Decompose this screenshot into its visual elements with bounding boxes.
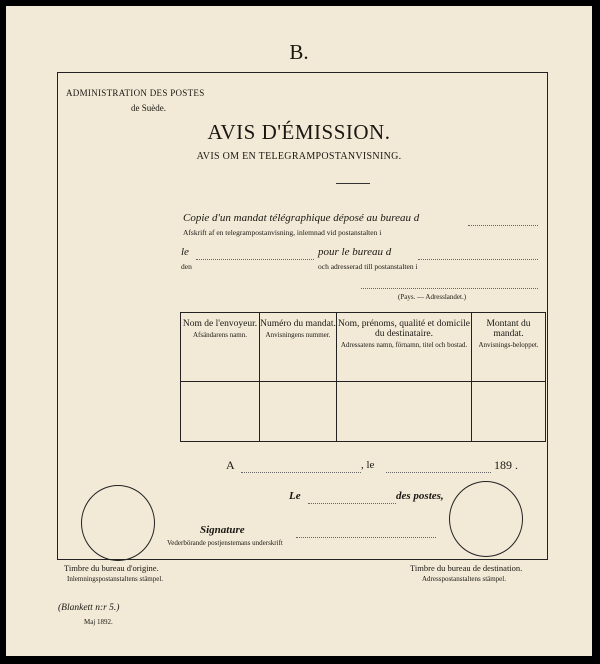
- title-divider: [336, 183, 370, 184]
- col-header-amount: [472, 313, 546, 382]
- timbre-dest-fr: Timbre du bureau de destination.: [410, 563, 523, 573]
- bureau-destination-field[interactable]: [418, 259, 538, 260]
- den-label: den: [181, 262, 192, 271]
- signature-field[interactable]: [296, 537, 436, 538]
- col-header-recipient: [337, 313, 472, 382]
- deposit-date-field[interactable]: [196, 259, 314, 260]
- date-a-label: A: [226, 458, 235, 472]
- admin-line-2: de Suède.: [131, 103, 166, 113]
- blankett-number: (Blankett n:r 5.): [58, 603, 120, 613]
- le-label: le: [181, 246, 189, 258]
- timbre-dest-sv: Adresspostanstaltens stämpel.: [422, 575, 506, 583]
- pays-label: (Pays. — Adresslandet.): [398, 293, 467, 301]
- col-header-sv: Afsändarens namn.: [192, 331, 248, 339]
- form-subtitle: AVIS OM EN TELEGRAMPOSTANVISNING.: [196, 151, 402, 162]
- recipient-cell[interactable]: [337, 382, 472, 442]
- timbre-origin-sv: Inlemningspostanstaltens stämpel.: [67, 575, 164, 583]
- place-field[interactable]: [241, 472, 361, 473]
- signature-label: Signature: [200, 524, 245, 536]
- copy-label-sv: Afskrift af en telegrampostanvisning, inlemnad vid postanstalten i: [183, 228, 382, 237]
- col-header-sv: Adressatens namn, förnamn, titel och bostad.: [340, 341, 468, 349]
- destination-stamp-circle[interactable]: [449, 481, 523, 557]
- amount-cell[interactable]: [472, 382, 546, 442]
- date-le-label: , le: [361, 459, 375, 471]
- col-header-sender: [181, 313, 260, 382]
- origin-stamp-circle[interactable]: [81, 485, 155, 561]
- col-header-fr: Numéro du mandat.: [260, 319, 336, 329]
- number-cell[interactable]: [260, 382, 337, 442]
- col-header-fr: Nom de l'envoyeur.: [182, 319, 258, 329]
- le-postes-label: Le: [289, 490, 301, 502]
- sender-cell[interactable]: [181, 382, 260, 442]
- och-label: och adresserad till postanstalten i: [318, 262, 418, 271]
- admin-line-1: ADMINISTRATION DES POSTES: [66, 88, 205, 98]
- col-header-number: [260, 313, 337, 382]
- postal-office-field[interactable]: [308, 503, 396, 504]
- pour-label: pour le bureau d: [318, 246, 392, 258]
- timbre-origin-fr: Timbre du bureau d'origine.: [64, 563, 159, 573]
- table-header-row: [181, 313, 546, 382]
- mandate-table: [180, 312, 546, 442]
- form-letter: B.: [289, 40, 309, 64]
- col-header-fr: Montant du mandat.: [486, 319, 531, 339]
- form-title: AVIS D'ÉMISSION.: [207, 120, 391, 144]
- date-field[interactable]: [386, 472, 491, 473]
- col-header-sv: Anvisnings-beloppet.: [478, 341, 539, 349]
- table-row: [181, 382, 546, 442]
- signature-sv-label: Vederbörande postjenstemans underskrift: [167, 539, 283, 547]
- col-header-sv: Anvisningens nummer.: [265, 331, 331, 339]
- des-postes-label: des postes,: [396, 490, 444, 502]
- copy-label-fr: Copie d'un mandat télégraphique déposé au bureau d: [183, 212, 420, 224]
- bureau-origin-field[interactable]: [468, 225, 538, 226]
- country-field[interactable]: [361, 288, 538, 289]
- print-date: Maj 1892.: [84, 618, 113, 626]
- year-label: 189 .: [494, 458, 518, 472]
- col-header-fr: Nom, prénoms, qualité et domicile du destinataire.: [338, 319, 470, 339]
- form-sheet: [6, 6, 592, 656]
